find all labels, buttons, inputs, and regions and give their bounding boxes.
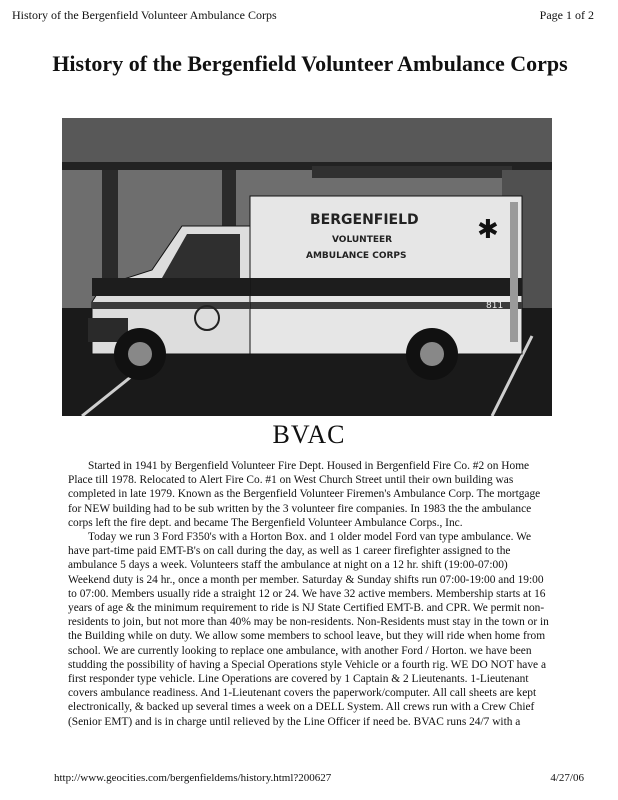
footer-date: 4/27/06 [550, 772, 584, 784]
vehicle-lettering-3: AMBULANCE CORPS [306, 251, 407, 261]
page-number: Page 1 of 2 [539, 8, 594, 22]
svg-text:✱: ✱ [477, 215, 499, 245]
history-paragraph-2: Today we run 3 Ford F350's with a Horton Box. and 1 older model Ford van type ambulance. We have part-time paid EMT-B's on call during the day, as well as 1 career firefighter assigned to the ambulance 5 days a week. Volunteers staff the ambulance at night on a 12 hr. shift (19:00-07:00) Weekend duty is 24 hr., once a month per member. Saturday & Sunday shifts run 07:00-19:00 and 19:00 to 07:00. Members usually ride a straight 12 or 24. We have 32 active members. Membership starts at 16 years of age & the minimum requirement to ride is NJ State Certified EMT-B. and CPR. We permit non-residents to join, but not more than 40% may be non-residents. Non-Residents must stay in the town or in the Building while on duty. We allow some members to school leave, but they will ride when home from school. We are currently looking to replace one ambulance, with another Ford / Horton. we have been studding the possibility of having a Special Operations style Vehicle or a fourth rig. WE DO NOT have a first responder type vehicle. Line Operations are covered by 1 Captain & 2 Lieutenants. 1-Lieutenant covers ambulance readiness. And 1-Lieutenant covers the paperwork/computer. All call sheets are kept electronically, & backed up several times a week on a DELL System. All crews run with a Crew Chief (Senior EMT) and is in charge until relieved by the Line Officer if need be. BVAC runs 24/7 with a [68, 531, 549, 728]
page-header-title: History of the Bergenfield Volunteer Ambulance Corps [12, 8, 277, 22]
vehicle-lettering-2: VOLUNTEER [332, 235, 393, 245]
document-title: History of the Bergenfield Volunteer Ambulance Corps [52, 51, 568, 76]
vehicle-unit-number: 811 [486, 301, 504, 311]
history-paragraph-1: Started in 1941 by Bergenfield Volunteer Fire Dept. Housed in Bergenfield Fire Co. #2 on Home Place till 1978. Relocated to Alert Fire Co. #1 on West Church Street until their own building was completed in late 1979. Known as the Bergenfield Volunteer Firemen's Ambulance Corp. The mortgage for NEW building had to be sub written by the 3 volunteer fire companies. In 1983 the the ambulance corps left the fire dept. and became The Bergenfield Volunteer Ambulance Corps., Inc. [68, 460, 541, 529]
vehicle-lettering-1: BERGENFIELD [310, 212, 419, 228]
footer-url[interactable]: http://www.geocities.com/bergenfieldems/history.html?200627 [54, 772, 332, 784]
history-text [68, 459, 552, 729]
ambulance-photo [62, 118, 552, 416]
photo-caption: BVAC [272, 420, 346, 449]
